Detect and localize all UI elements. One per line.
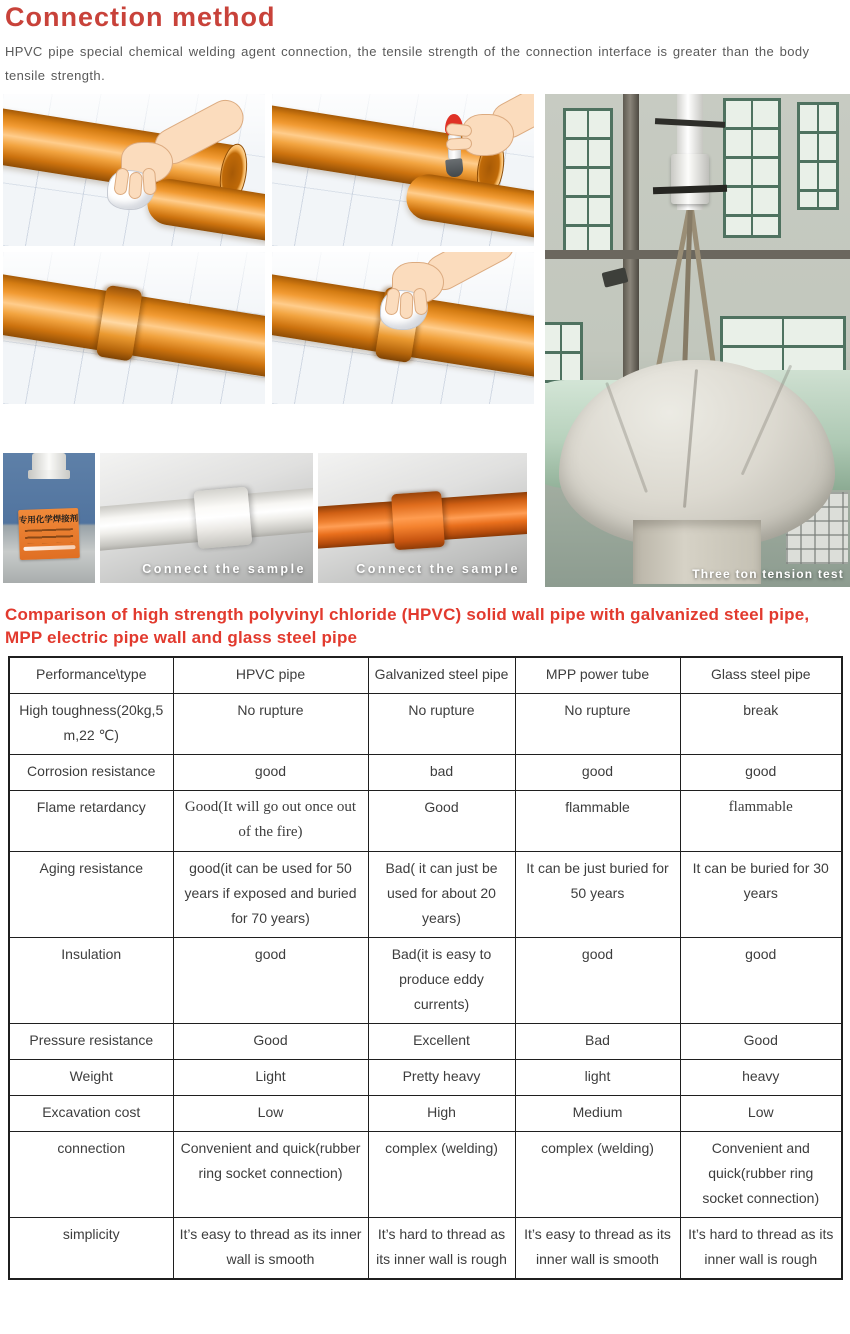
table-cell: Good(It will go out once out of the fire) (173, 791, 368, 852)
row-header-cell: Excavation cost (9, 1096, 173, 1132)
table-row (9, 791, 842, 852)
welding-agent-bottle (18, 479, 79, 573)
welding-agent-bottle-figure (3, 453, 95, 583)
table-cell: High (368, 1096, 515, 1132)
orange-pipe-sample-figure (318, 453, 527, 583)
sample-caption: Connect the sample (356, 562, 520, 576)
bottle-label-text: 专用化学焊接剂 (18, 512, 79, 526)
table-cell: Convenient and quick(rubber ring socket connection) (173, 1132, 368, 1218)
table-cell: It’s easy to thread as its inner wall is smooth (173, 1218, 368, 1280)
comparison-table (8, 656, 843, 1280)
clamp-bar (653, 185, 727, 195)
intro-text: HPVC pipe special chemical welding agent connection, the tensile strength of the connection interface is greater than the body tensile strength. (5, 44, 810, 83)
table-cell: It’s easy to thread as its inner wall is smooth (515, 1218, 680, 1280)
joined-pipe-illustration (3, 272, 265, 380)
table-cell: It can be just buried for 50 years (515, 852, 680, 938)
table-cell: flammable (680, 791, 842, 852)
table-cell: Light (173, 1060, 368, 1096)
product-description-page (0, 2, 850, 1334)
white-pipe-sample-figure (100, 453, 313, 583)
test-pipe-coupling (671, 154, 709, 204)
finger-shape (142, 168, 157, 196)
table-cell: heavy (680, 1060, 842, 1096)
table-cell: No rupture (368, 694, 515, 755)
table-cell: Low (680, 1096, 842, 1132)
row-header-cell: Pressure resistance (9, 1024, 173, 1060)
table-cell: Low (173, 1096, 368, 1132)
table-row (9, 1132, 842, 1218)
sample-photos-row (3, 453, 527, 583)
table-cell: Good (680, 1024, 842, 1060)
table-row (9, 1060, 842, 1096)
column-header: Glass steel pipe (680, 657, 842, 694)
row-header-cell: connection (9, 1132, 173, 1218)
media-left-column (3, 94, 534, 587)
table-cell: Bad(it is easy to produce eddy currents) (368, 938, 515, 1024)
page-title: Connection method (5, 2, 276, 32)
table-cell: complex (welding) (368, 1132, 515, 1218)
table-row (9, 1096, 842, 1132)
finger-shape (413, 287, 429, 315)
factory-window (723, 98, 781, 238)
step-3-joined-pipe-figure (3, 252, 265, 404)
bottle-neck-ring (28, 470, 70, 479)
media-collage (3, 94, 850, 587)
column-header: Performance\type (9, 657, 173, 694)
tension-test-figure (545, 94, 850, 587)
lifting-strap (688, 202, 718, 379)
column-header: HPVC pipe (173, 657, 368, 694)
finger-shape (400, 292, 414, 319)
row-header-cell: simplicity (9, 1218, 173, 1280)
column-header: Galvanized steel pipe (368, 657, 515, 694)
table-cell: light (515, 1060, 680, 1096)
table-cell: No rupture (173, 694, 368, 755)
table-cell: flammable (515, 791, 680, 852)
pipe-illustration (403, 171, 534, 239)
table-cell: bad (368, 755, 515, 791)
orange-pipe-photo-shape (318, 491, 527, 549)
white-pipe-photo-shape (100, 487, 313, 552)
table-cell: Bad (515, 1024, 680, 1060)
table-row (9, 938, 842, 1024)
step-1-wipe-pipe-end-figure (3, 94, 265, 246)
row-header-cell: Aging resistance (9, 852, 173, 938)
table-cell: Good (173, 1024, 368, 1060)
brush-bristles (445, 158, 464, 178)
bottle-label-hotline-line (23, 545, 75, 551)
table-cell: Excellent (368, 1024, 515, 1060)
table-body (9, 694, 842, 1280)
tension-test-caption: Three ton tension test (692, 567, 844, 581)
row-header-cell: High toughness(20kg,5 m,22 ℃) (9, 694, 173, 755)
row-header-cell: Corrosion resistance (9, 755, 173, 791)
table-cell: Bad( it can just be used for about 20 years) (368, 852, 515, 938)
table-row (9, 755, 842, 791)
connection-steps-grid (3, 94, 534, 404)
step-2-apply-welding-agent-figure (272, 94, 534, 246)
table-row (9, 852, 842, 938)
table-cell: Good (368, 791, 515, 852)
step-4-wipe-joint-figure (272, 252, 534, 404)
pipe-coupling (391, 491, 445, 550)
table-row (9, 1218, 842, 1280)
pipe-illustration (144, 176, 265, 242)
bottle-label-fineprint (25, 528, 73, 544)
row-header-cell: Weight (9, 1060, 173, 1096)
comparison-heading: Comparison of high strength polyvinyl chloride (HPVC) solid wall pipe with galvanized steel pipe, MPP electric pipe wall and glass steel pipe (5, 605, 810, 647)
table-cell: break (680, 694, 842, 755)
table-cell: Medium (515, 1096, 680, 1132)
table-cell: good (515, 938, 680, 1024)
table-cell: good (173, 755, 368, 791)
table-header-row (9, 657, 842, 694)
table-cell: Pretty heavy (368, 1060, 515, 1096)
sample-caption: Connect the sample (142, 562, 306, 576)
finger-shape (446, 137, 473, 150)
table-cell: good (680, 938, 842, 1024)
table-row (9, 1024, 842, 1060)
pipe-coupling (193, 487, 252, 549)
bottle-cap (32, 453, 66, 471)
table-cell: good(it can be used for 50 years if exposed and buried for 70 years) (173, 852, 368, 938)
table-cell: It’s hard to thread as its inner wall is rough (368, 1218, 515, 1280)
column-header: MPP power tube (515, 657, 680, 694)
table-cell: good (173, 938, 368, 1024)
socket-joint (96, 285, 143, 362)
factory-window (797, 102, 839, 210)
row-header-cell: Flame retardancy (9, 791, 173, 852)
table-cell: good (515, 755, 680, 791)
table-cell: Convenient and quick(rubber ring socket connection) (680, 1132, 842, 1218)
finger-shape (128, 172, 143, 200)
bottle-label (18, 508, 80, 560)
table-cell: It can be buried for 30 years (680, 852, 842, 938)
table-cell: complex (welding) (515, 1132, 680, 1218)
row-header-cell: Insulation (9, 938, 173, 1024)
table-cell: good (680, 755, 842, 791)
table-row (9, 694, 842, 755)
table-cell: It’s hard to thread as its inner wall is rough (680, 1218, 842, 1280)
factory-window (563, 108, 613, 258)
table-cell: No rupture (515, 694, 680, 755)
